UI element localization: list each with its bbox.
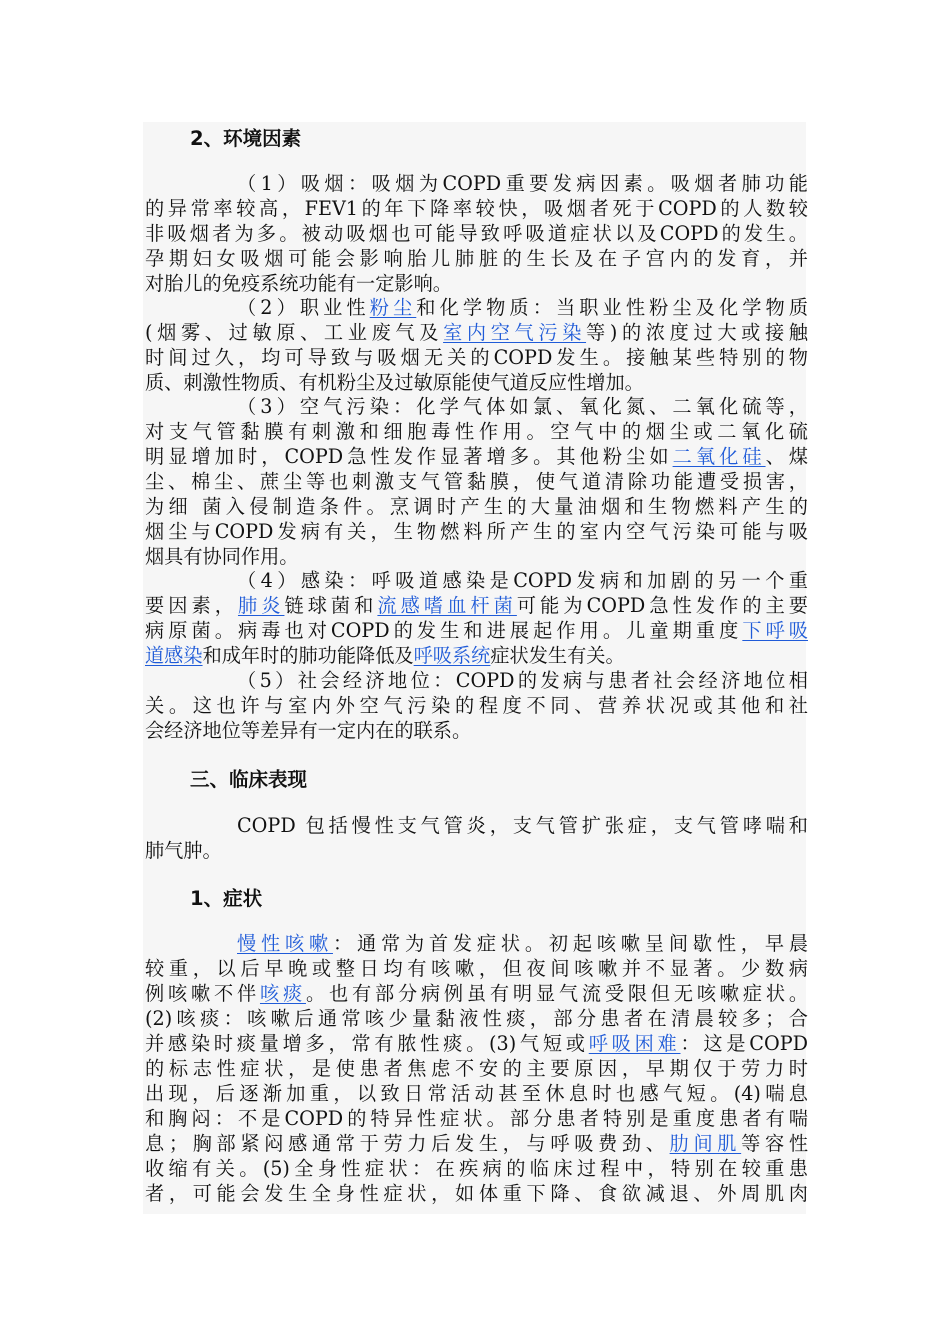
text: (烟雾、过敏原、工业废气及 xyxy=(145,321,444,344)
document-page xyxy=(143,122,809,1214)
paragraph-smoking-line-4: 孕期妇女吸烟可能会影响胎儿肺脏的生长及在子宫内的发育，并 xyxy=(145,247,808,270)
text: 链球菌和 xyxy=(284,594,378,617)
text: 可能为COPD急性发作的主要 xyxy=(516,594,808,617)
paragraph-socioeconomic-line-2: 关。这也许与室内外空气污染的程度不同、营养状况或其他和社 xyxy=(145,694,808,717)
text: 和成年时的肺功能降低及 xyxy=(202,644,414,667)
text: 息；胸部紧闷感通常于劳力后发生，与呼吸费劲、 xyxy=(145,1132,670,1155)
paragraph-air-pollution-line-7: 烟具有协同作用。 xyxy=(145,545,299,568)
paragraph-air-pollution-line-3 xyxy=(145,445,808,469)
link-dyspnea[interactable]: 呼吸困难 xyxy=(588,1032,681,1055)
paragraph-symptoms-line-8: 和胸闷：不是COPD的特异性症状。部分患者特别是重度患者有喘 xyxy=(145,1107,808,1130)
paragraph-symptoms-line-9 xyxy=(145,1132,808,1156)
paragraph-symptoms-line-2: 较重，以后早晚或整日均有咳嗽，但夜间咳嗽并不显著。少数病 xyxy=(145,957,808,980)
text: ：这是COPD xyxy=(680,1032,809,1055)
paragraph-occupational-line-1 xyxy=(145,296,808,320)
text: 。也有部分病例虽有明显气流受限但无咳嗽症状。 xyxy=(305,982,809,1005)
paragraph-symptoms-line-11: 者，可能会发生全身性症状，如体重下降、食欲减退、外周肌肉 xyxy=(145,1182,808,1205)
link-sputum[interactable]: 咳痰 xyxy=(259,982,306,1005)
paragraph-air-pollution-line-5: 为细 菌入侵制造条件。烹调时产生的大量油烟和生物燃料产生的 xyxy=(145,495,808,518)
text: 病原菌。病毒也对COPD的发生和进展起作用。儿童期重度 xyxy=(145,619,743,642)
link-lower-respiratory-infection[interactable]: 下呼吸 xyxy=(742,619,808,642)
text: 症状发生有关。 xyxy=(490,644,625,667)
text: ：通常为首发症状。初起咳嗽呈间歇性，早晨 xyxy=(332,932,809,955)
text: 要因素， xyxy=(145,594,238,617)
link-indoor-air-pollution[interactable]: 室内空气污染 xyxy=(443,321,587,344)
paragraph-symptoms-line-7: 出现，后逐渐加重，以致日常活动甚至休息时也感气短。(4)喘息 xyxy=(145,1082,808,1105)
paragraph-occupational-line-3: 时间过久，均可导致与吸烟无关的COPD发生。接触某些特别的物 xyxy=(145,346,808,369)
text: （2）职业性 xyxy=(237,296,370,319)
link-dust[interactable]: 粉尘 xyxy=(369,296,417,319)
text: 等)的浓度过大或接触 xyxy=(586,321,808,344)
paragraph-symptoms-line-3 xyxy=(145,982,808,1006)
paragraph-socioeconomic-line-3: 会经济地位等差异有一定内在的联系。 xyxy=(145,719,472,742)
link-respiratory-system[interactable]: 呼吸系统 xyxy=(413,644,491,667)
paragraph-symptoms-line-4: (2)咳痰：咳嗽后通常咳少量黏液性痰，部分患者在清晨较多；合 xyxy=(145,1007,808,1030)
paragraph-smoking-line-1: （1）吸烟：吸烟为COPD重要发病因素。吸烟者肺功能 xyxy=(237,172,808,195)
link-silica[interactable]: 二氧化硅 xyxy=(672,445,766,468)
paragraph-smoking-line-3: 非吸烟者为多。被动吸烟也可能导致呼吸道症状以及COPD的发生。 xyxy=(145,222,808,245)
paragraph-infection-line-2 xyxy=(145,594,808,618)
paragraph-symptoms-line-1 xyxy=(145,932,808,956)
section-heading-clinical: 三、临床表现 xyxy=(190,768,308,791)
text: 和化学物质：当职业性粉尘及化学物质 xyxy=(416,296,809,319)
paragraph-socioeconomic-line-1: （5）社会经济地位：COPD的发病与患者社会经济地位相 xyxy=(237,669,808,692)
link-haemophilus-influenzae[interactable]: 流感嗜血杆菌 xyxy=(377,594,517,617)
paragraph-copd-includes-line-2: 肺气肿。 xyxy=(145,839,222,862)
paragraph-infection-line-4 xyxy=(145,644,808,668)
paragraph-air-pollution-line-2: 对支气管黏膜有刺激和细胞毒性作用。空气中的烟尘或二氧化硫 xyxy=(145,420,808,443)
paragraph-occupational-line-2 xyxy=(145,321,808,345)
link-chronic-cough[interactable]: 慢性咳嗽 xyxy=(237,932,333,955)
paragraph-symptoms-line-5 xyxy=(145,1032,808,1056)
paragraph-symptoms-line-10: 收缩有关。(5)全身性症状：在疾病的临床过程中，特别在较重患 xyxy=(145,1157,808,1180)
section-heading-environment: 2、环境因素 xyxy=(190,127,302,150)
paragraph-symptoms-line-6: 的标志性症状，是使患者焦虑不安的主要原因，早期仅于劳力时 xyxy=(145,1057,808,1080)
link-intercostal-muscle[interactable]: 肋间肌 xyxy=(669,1132,742,1155)
paragraph-copd-includes-line-1: COPD 包括慢性支气管炎，支气管扩张症，支气管哮喘和 xyxy=(237,814,808,837)
paragraph-occupational-line-4: 质、刺激性物质、有机粉尘及过敏原能使气道反应性增加。 xyxy=(145,371,644,394)
paragraph-infection-line-1: （4）感染：呼吸道感染是COPD发病和加剧的另一个重 xyxy=(237,569,808,592)
link-pneumonia[interactable]: 肺炎 xyxy=(237,594,285,617)
paragraph-infection-line-3 xyxy=(145,619,808,643)
paragraph-air-pollution-line-6: 烟尘与COPD发病有关，生物燃料所产生的室内空气污染可能与吸 xyxy=(145,520,808,543)
text: 例咳嗽不伴 xyxy=(145,982,260,1005)
paragraph-smoking-line-2: 的异常率较高，FEV1的年下降率较快，吸烟者死于COPD的人数较 xyxy=(145,197,808,220)
paragraph-air-pollution-line-1: （3）空气污染：化学气体如氯、氧化氮、二氧化硫等， xyxy=(237,395,808,418)
section-heading-symptoms: 1、症状 xyxy=(190,887,263,910)
text: 等容性 xyxy=(741,1132,809,1155)
text: 、煤 xyxy=(765,445,808,468)
paragraph-air-pollution-line-4: 尘、棉尘、蔗尘等也刺激支气管黏膜，使气道清除功能遭受损害， xyxy=(145,470,808,493)
text: 并感染时痰量增多，常有脓性痰。(3)气短或 xyxy=(145,1032,589,1055)
paragraph-smoking-line-5: 对胎儿的免疫系统功能有一定影响。 xyxy=(145,272,452,295)
link-lower-respiratory-infection-cont[interactable]: 道感染 xyxy=(145,644,203,667)
text: 明显增加时，COPD急性发作显著增多。其他粉尘如 xyxy=(145,445,673,468)
